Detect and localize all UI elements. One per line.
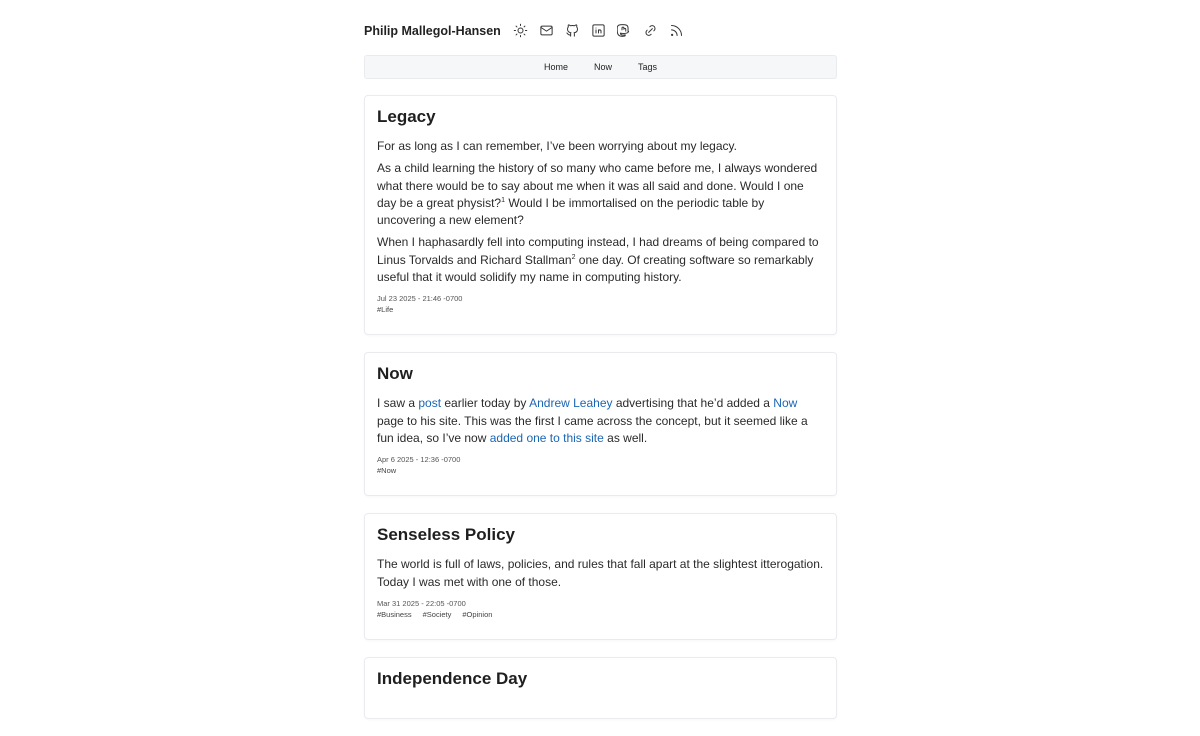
footnote-ref[interactable]: 2 xyxy=(571,253,576,261)
post-senseless-policy xyxy=(364,513,837,640)
mail-icon[interactable] xyxy=(539,22,555,38)
footnote-ref[interactable]: 1 xyxy=(501,196,505,204)
post-paragraph: The world is full of laws, policies, and rules that fall apart at the slightest itterogation. Today I was met with one of those. xyxy=(377,557,824,589)
post-paragraph: When I haphasardly fell into computing instead, I had dreams of being compared to Linus Torvalds and Richard Stallman$^2$ one day. Of creating software so remarkably useful that it would solidify my name in computing history. xyxy=(377,235,819,285)
tag-link[interactable]: #Life xyxy=(377,305,394,315)
page xyxy=(364,0,837,688)
tag-link[interactable]: #Now xyxy=(377,466,397,476)
post-tags xyxy=(377,609,824,621)
post-title[interactable]: Senseless Policy xyxy=(377,525,515,545)
nav-tags-link[interactable]: Tags xyxy=(638,62,658,72)
link-icon[interactable] xyxy=(643,22,659,38)
tag-link[interactable]: #Society xyxy=(422,609,452,619)
post-paragraph: I saw a post earlier today by Andrew Leahey advertising that he’d added a Now page to his site. This was the first I came across the concept, but it seemed like a fun idea, so I’ve now added one to this site as well. xyxy=(377,396,808,445)
social-icons xyxy=(513,22,685,38)
sun-icon[interactable] xyxy=(513,22,529,38)
now-page-link[interactable]: Now xyxy=(773,396,798,411)
post-title[interactable]: Legacy xyxy=(377,107,436,126)
linkedin-icon[interactable] xyxy=(591,22,607,38)
github-icon[interactable] xyxy=(565,22,581,38)
post-date: Apr 6 2025 - 12:36 -0700 xyxy=(377,455,461,465)
site-name[interactable]: Philip Mallegol-Hansen xyxy=(364,24,501,38)
post-meta xyxy=(377,454,824,477)
post-meta xyxy=(377,293,824,316)
author-link[interactable]: Andrew Leahey xyxy=(529,396,613,411)
post-list xyxy=(364,95,837,736)
main-nav xyxy=(364,55,837,79)
post-tags xyxy=(377,465,824,477)
post-date: Jul 23 2025 - 21:46 -0700 xyxy=(377,294,463,304)
nav-home-link[interactable]: Home xyxy=(543,62,568,72)
post-title[interactable]: Independence Day xyxy=(377,668,528,688)
post-paragraph: As a child learning the history of so many who came before me, I always wondered what there would be to say about me when it was all said and done. Would I one day be a great physist?$^1$ Would I be immortalised on the periodic table by uncovering a new element? xyxy=(377,161,818,228)
post-legacy xyxy=(364,95,837,335)
post-title[interactable]: Now xyxy=(377,364,413,384)
post-date: Mar 31 2025 - 22:05 -0700 xyxy=(377,598,466,608)
site-now-link[interactable]: added one to this site xyxy=(489,430,604,445)
mastodon-icon[interactable] xyxy=(617,22,633,38)
tag-link[interactable]: #Opinion xyxy=(462,609,493,619)
rss-icon[interactable] xyxy=(669,22,685,38)
nav-now-link[interactable]: Now xyxy=(593,62,612,72)
post-link[interactable]: post xyxy=(418,396,442,411)
post-independence-day xyxy=(364,657,837,719)
post-paragraph: For as long as I can remember, I’ve been worrying about my legacy. xyxy=(377,139,737,153)
post-now xyxy=(364,352,837,496)
post-meta xyxy=(377,598,824,621)
post-tags xyxy=(377,304,824,316)
tag-link[interactable]: #Business xyxy=(377,609,412,619)
